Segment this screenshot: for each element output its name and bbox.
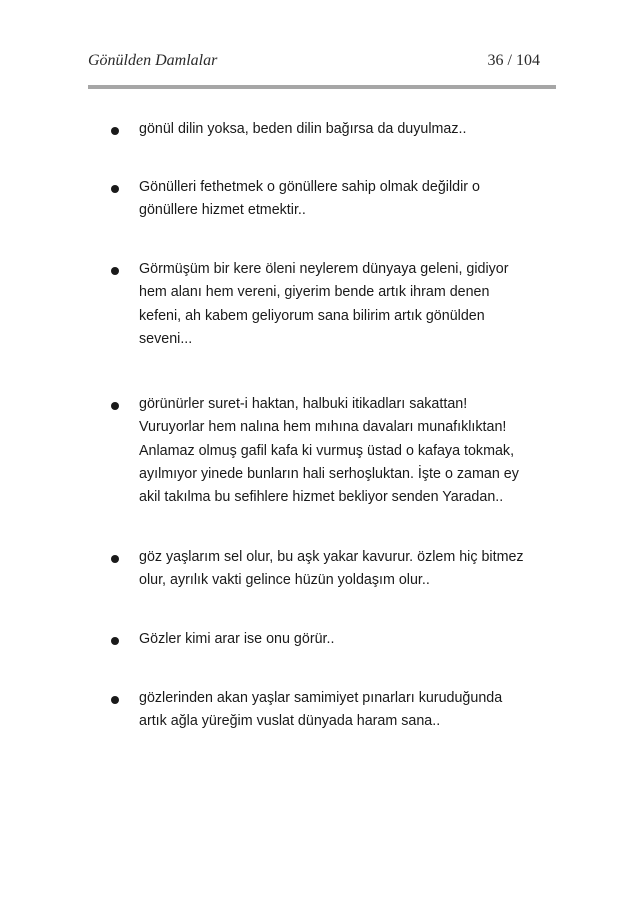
list-item-text: gözlerinden akan yaşlar samimiyet pınarları kuruduğunda artık ağla yüreğim vuslat dünyada haram sana..	[139, 690, 503, 730]
bullet-icon	[111, 267, 119, 275]
bullet-icon	[111, 637, 119, 645]
list-item-text: görünürler suret-i haktan, halbuki itikadları sakattan! Vuruyorlar hem nalına hem mıhına davaları munafıklıktan! Anlamaz olmuş gafil kafa ki vurmuş üstad o kafaya tokmak, ayılmıyor yinede bunların hali serhoşluktan. İşte o zaman ey akil takılma bu sefihlere hizmet bekliyor senden Yaradan..	[139, 396, 519, 506]
list-item-text: Gözler kimi arar ise onu görür..	[139, 631, 335, 647]
header-divider	[88, 85, 556, 89]
bullet-icon	[111, 185, 119, 193]
document-title: Gönülden Damlalar	[88, 52, 218, 69]
page-header	[88, 52, 540, 76]
list-item-text: Görmüşüm bir kere öleni neylerem dünyaya geleni, gidiyor hem alanı hem vereni, giyerim bende artık ihram denen kefeni, ah kabem geliyorum sana bilirim artık gönülden seveni...	[139, 261, 509, 347]
bullet-icon	[111, 696, 119, 704]
bullet-icon	[111, 402, 119, 410]
list-item-text: gönül dilin yoksa, beden dilin bağırsa da duyulmaz..	[139, 121, 467, 137]
bullet-icon	[111, 127, 119, 135]
list-item-text: göz yaşlarım sel olur, bu aşk yakar kavurur. özlem hiç bitmez olur, ayrılık vakti gelince hüzün yoldaşım olur..	[139, 549, 524, 589]
list-item-text: Gönülleri fethetmek o gönüllere sahip olmak değildir o gönüllere hizmet etmektir..	[139, 179, 480, 219]
page-number: 36 / 104	[487, 52, 540, 69]
bullet-icon	[111, 555, 119, 563]
